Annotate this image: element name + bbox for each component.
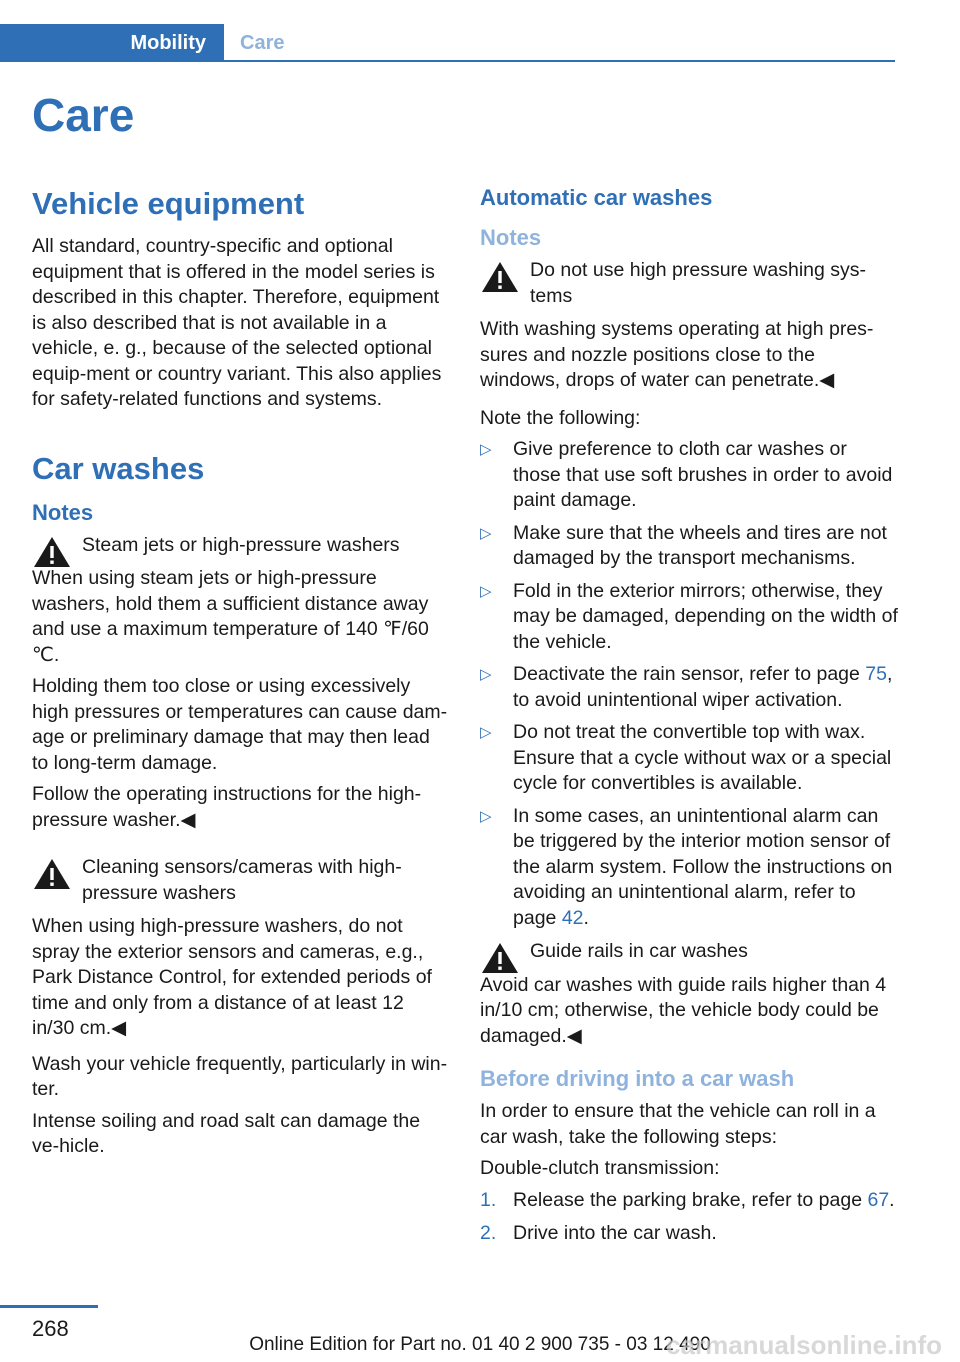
warning-high-pressure: [480, 258, 898, 309]
warning-title: Do not use high pressure washing sys-tems: [530, 259, 867, 307]
heading-vehicle-equipment: Vehicle equipment: [32, 186, 305, 221]
triangle-bullet-icon: ▷: [480, 666, 492, 683]
tab-mobility[interactable]: Mobility: [0, 24, 224, 62]
footer-rule: [0, 1305, 98, 1308]
warning-cleaning-sensors: [32, 855, 450, 906]
step-item: [480, 1221, 898, 1247]
tab-care[interactable]: Care: [240, 31, 285, 54]
step-text: Release the parking brake, refer to page: [513, 1188, 868, 1211]
triangle-bullet-icon: ▷: [480, 524, 492, 542]
list-item-text: Do not treat the convertible top with wax. Ensure that a cycle without wax or a special cycle for convertibles is available.: [513, 721, 892, 794]
watermark: carmanualsonline.info: [666, 1330, 942, 1360]
list-item-text: .: [583, 906, 589, 929]
warning-title: Cleaning sensors/cameras with high-pressure washers: [82, 856, 402, 904]
warning-body: When using high-pressure washers, do not spray the exterior sensors and cameras, e.g., Park Distance Control, for extended periods of time and only from a distance of at least 12 in/30 cm.◀: [32, 915, 432, 1039]
triangle-bullet-icon: ▷: [480, 582, 492, 600]
warning-body: When using steam jets or high-pressure washers, hold them a sufficient distance away and use a maximum temperature of 140 ℉/60 ℃.: [32, 567, 429, 666]
list-item-text: , to avoid unintentional wiper activation.: [513, 663, 893, 711]
steps-list: [480, 1188, 898, 1247]
page-link[interactable]: 42: [561, 906, 584, 929]
heading-before-car-wash: Before driving into a car wash: [480, 1066, 795, 1091]
triangle-bullet-icon: ▷: [480, 724, 492, 741]
step-number: 2.: [480, 1222, 497, 1244]
left-column: [32, 182, 450, 1166]
list-item: [480, 662, 898, 713]
right-column: [480, 182, 898, 1255]
warning-title: Steam jets or high-pressure washers: [82, 533, 400, 556]
paragraph: Holding them too close or using excessively high pressures or temperatures can cause dam-age or preliminary damage that may then lead to long-term damage.: [32, 675, 448, 774]
warning-triangle-icon: [480, 941, 520, 975]
vehicle-equipment-text: All standard, country-specific and optional equipment that is offered in the model series is described in this chapter. Therefore, equipment is also described that is not available in a vehicle, e. g., because of the selected optional equip-ment or country variant. This also applies for safety-related functions and systems.: [32, 235, 442, 410]
list-item-text: Give preference to cloth car washes or those that use soft brushes in order to avoid paint damage.: [513, 438, 893, 511]
chapter-title: Care: [32, 89, 135, 141]
paragraph: Double-clutch transmission:: [480, 1157, 720, 1179]
list-item: [480, 579, 898, 656]
triangle-bullet-icon: ▷: [480, 441, 492, 458]
page-link[interactable]: 75: [865, 663, 887, 685]
list-item-text: In some cases, an unintentional alarm can be triggered by the interior motion sensor of the alarm system. Follow the instructions on avoiding an unintentional alarm, refer to page: [513, 804, 893, 929]
list-item: [480, 521, 898, 572]
list-item-text: Fold in the exterior mirrors; otherwise, they may be damaged, depending on the width of the vehicle.: [513, 579, 898, 653]
heading-notes: Notes: [32, 499, 94, 525]
paragraph: Follow the operating instructions for the high-pressure washer.◀: [32, 783, 422, 831]
warning-title: Guide rails in car washes: [530, 940, 748, 962]
heading-automatic-car-washes: Automatic car washes: [480, 185, 713, 210]
step-item: [480, 1188, 898, 1214]
warning-triangle-icon: [32, 857, 72, 891]
heading-car-washes: Car washes: [32, 450, 205, 486]
page-link[interactable]: 67: [867, 1188, 890, 1211]
paragraph: Wash your vehicle frequently, particularly in win-ter.: [32, 1052, 448, 1100]
triangle-bullet-icon: ▷: [480, 807, 492, 825]
warning-triangle-icon: [480, 260, 520, 294]
edition-line: Online Edition for Part no. 01 40 2 900 735 - 03 12 490: [249, 1334, 711, 1355]
list-item-text: Deactivate the rain sensor, refer to page: [513, 663, 866, 685]
note-intro: Note the following:: [480, 406, 641, 429]
warning-body: Avoid car washes with guide rails higher than 4 in/10 cm; otherwise, the vehicle body could be damaged.◀: [480, 973, 887, 1047]
list-item: [480, 720, 898, 797]
list-item: [480, 804, 898, 932]
step-text: .: [889, 1188, 895, 1211]
list-item-text: Make sure that the wheels and tires are not damaged by the transport mechanisms.: [513, 521, 887, 569]
step-number: 1.: [480, 1188, 497, 1211]
warning-steam-jets: [32, 533, 450, 559]
warning-guide-rails: [480, 939, 898, 965]
paragraph: In order to ensure that the vehicle can roll in a car wash, take the following steps:: [480, 1100, 876, 1148]
warning-triangle-icon: [32, 535, 72, 569]
warning-body: With washing systems operating at high pres-sures and nozzle positions close to the windows, drops of water can penetrate.◀: [480, 318, 874, 391]
note-list: [480, 437, 898, 931]
paragraph: Intense soiling and road salt can damage the ve-hicle.: [32, 1109, 421, 1157]
page-number: 268: [32, 1316, 69, 1341]
heading-notes: Notes: [480, 225, 542, 250]
list-item: [480, 437, 898, 514]
step-text: Drive into the car wash.: [513, 1222, 717, 1244]
